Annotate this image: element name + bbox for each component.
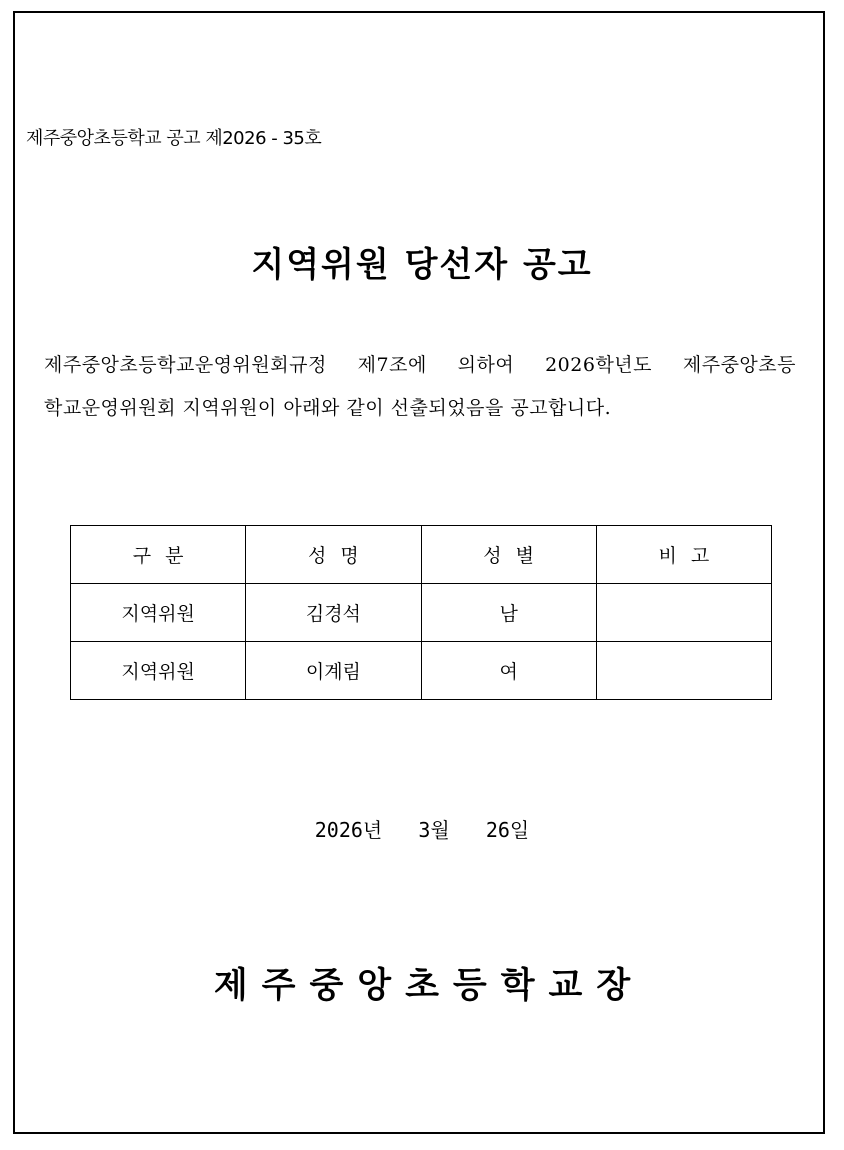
header-remarks: 비고 [596,526,771,584]
table-row [71,642,772,700]
header-gender: 성별 [421,526,596,584]
table-header-row [71,526,772,584]
cell-remarks [596,642,771,700]
header-name: 성명 [246,526,421,584]
cell-name: 김경석 [246,584,421,642]
cell-gender: 여 [421,642,596,700]
cell-name: 이계림 [246,642,421,700]
notice-body-line-1: 제주중앙초등학교운영위원회규정 제7조에 의하여 2026학년도 제주중앙초등 [44,354,796,376]
notice-body-line-2: 학교운영위원회 지역위원이 아래와 같이 선출되었음을 공고합니다. [44,397,612,419]
cell-category: 지역위원 [71,642,246,700]
cell-remarks [596,584,771,642]
signer-title: 제주중앙초등학교장 [213,965,645,1006]
table-row [71,584,772,642]
elected-members-table [70,525,772,700]
cell-category: 지역위원 [71,584,246,642]
notice-date: 2026년 3월 26일 [314,818,530,842]
notice-number: 제주중앙초등학교 공고 제2026 - 35호 [26,128,322,149]
notice-body [44,344,804,430]
document-title: 지역위원 당선자 공고 [251,245,593,285]
cell-gender: 남 [421,584,596,642]
header-category: 구분 [71,526,246,584]
